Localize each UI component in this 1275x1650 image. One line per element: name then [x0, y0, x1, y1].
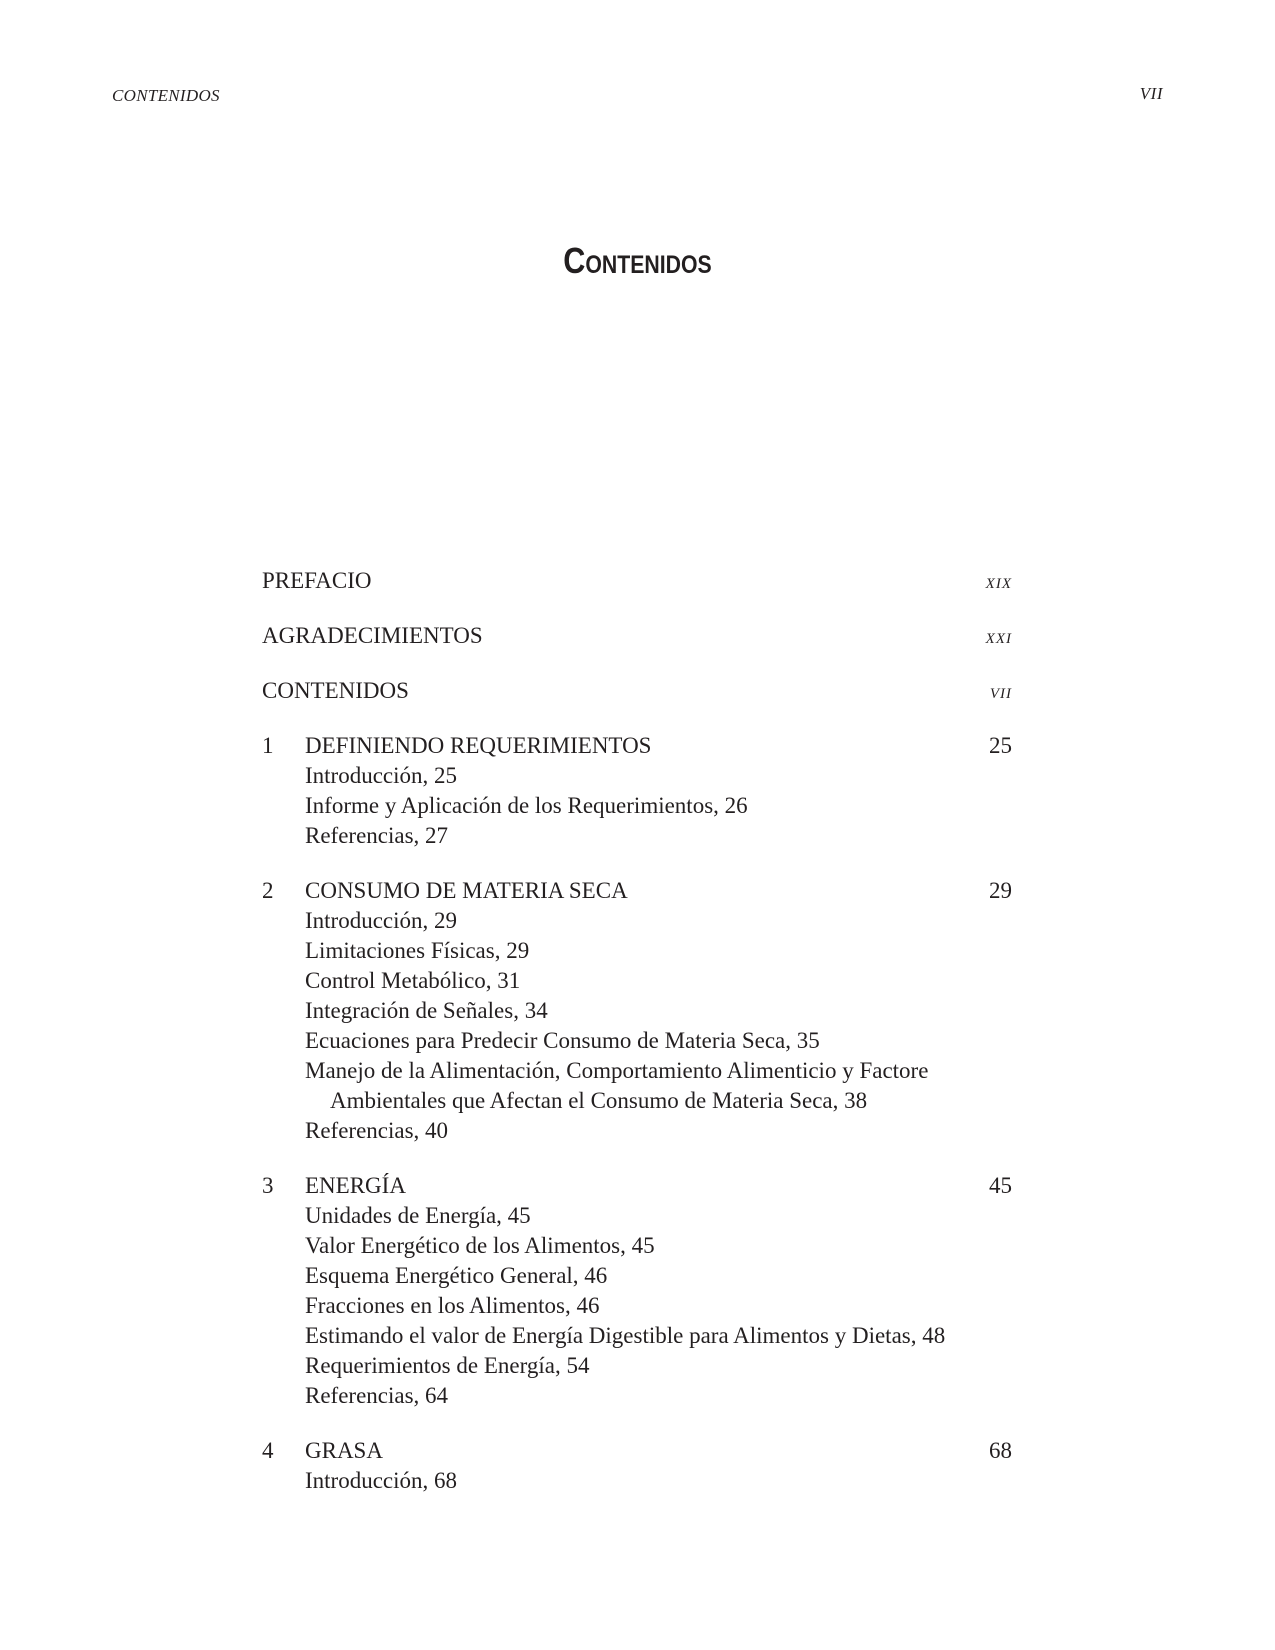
toc-section-list [262, 906, 1012, 1146]
toc-section[interactable]: Limitaciones Físicas, 29 [305, 938, 530, 963]
toc-chapter-heading[interactable] [262, 1436, 1012, 1466]
toc-chapter-heading[interactable] [262, 731, 1012, 761]
chapter-number: 4 [262, 1438, 274, 1463]
toc-section[interactable]: Requerimientos de Energía, 54 [305, 1353, 590, 1378]
toc-section[interactable]: Esquema Energético General, 46 [305, 1263, 608, 1288]
toc-section[interactable]: Fracciones en los Alimentos, 46 [305, 1293, 600, 1318]
toc-section[interactable]: Introducción, 25 [305, 763, 458, 788]
page-title: Contenidos [563, 240, 712, 281]
toc-section[interactable]: Ecuaciones para Predecir Consumo de Materia Seca, 35 [305, 1028, 820, 1053]
toc-section[interactable]: Referencias, 40 [305, 1118, 449, 1143]
toc-section[interactable]: Valor Energético de los Alimentos, 45 [305, 1233, 655, 1258]
toc-section[interactable]: Unidades de Energía, 45 [305, 1203, 531, 1228]
table-of-contents [262, 566, 1012, 1521]
chapter-title: CONSUMO DE MATERIA SECA [305, 878, 628, 903]
toc-chapter [262, 731, 1012, 851]
toc-section-list [262, 1201, 1012, 1411]
toc-section[interactable]: Referencias, 64 [305, 1383, 449, 1408]
chapter-page: 45 [989, 1173, 1012, 1198]
chapter-number: 1 [262, 733, 274, 758]
toc-chapter-heading[interactable] [262, 1171, 1012, 1201]
chapter-title: ENERGÍA [305, 1173, 406, 1198]
chapter-number: 3 [262, 1173, 274, 1198]
chapter-page: 68 [989, 1438, 1012, 1463]
toc-section-list [262, 1466, 1012, 1496]
toc-section[interactable]: Introducción, 68 [305, 1468, 458, 1493]
toc-section-list [262, 761, 1012, 851]
toc-entry-label: CONTENIDOS [262, 678, 409, 703]
toc-entry-page: xxi [985, 623, 1012, 648]
chapter-title: DEFINIENDO REQUERIMIENTOS [305, 733, 652, 758]
chapter-number: 2 [262, 878, 274, 903]
chapter-page: 29 [989, 878, 1012, 903]
toc-entry-label: PREFACIO [262, 568, 372, 593]
toc-section[interactable]: Estimando el valor de Energía Digestible para Alimentos y Dietas, 48 [305, 1323, 946, 1348]
running-head-left: CONTENIDOS [112, 86, 220, 105]
chapter-title: GRASA [305, 1438, 383, 1463]
toc-chapter [262, 1171, 1012, 1411]
toc-entry-label: AGRADECIMIENTOS [262, 623, 483, 648]
toc-entry-front-matter[interactable] [262, 566, 1012, 596]
toc-section[interactable]: Informe y Aplicación de los Requerimientos, 26 [305, 793, 748, 818]
toc-entry-front-matter[interactable] [262, 676, 1012, 706]
page-number-roman: VII [1139, 84, 1163, 103]
toc-chapter-heading[interactable] [262, 876, 1012, 906]
toc-entry-front-matter[interactable] [262, 621, 1012, 651]
toc-section[interactable]: Referencias, 27 [305, 823, 449, 848]
toc-chapter [262, 876, 1012, 1146]
chapter-page: 25 [989, 733, 1012, 758]
toc-entry-page: vii [989, 678, 1012, 703]
toc-section[interactable]: Control Metabólico, 31 [305, 968, 521, 993]
toc-chapter [262, 1436, 1012, 1496]
toc-section[interactable]: Manejo de la Alimentación, Comportamiento Alimenticio y Factore Ambientales que Afectan el Consumo de Materia Seca, 38 [305, 1058, 929, 1113]
toc-section[interactable]: Introducción, 29 [305, 908, 458, 933]
toc-entry-page: xix [985, 568, 1012, 593]
toc-section[interactable]: Integración de Señales, 34 [305, 998, 548, 1023]
